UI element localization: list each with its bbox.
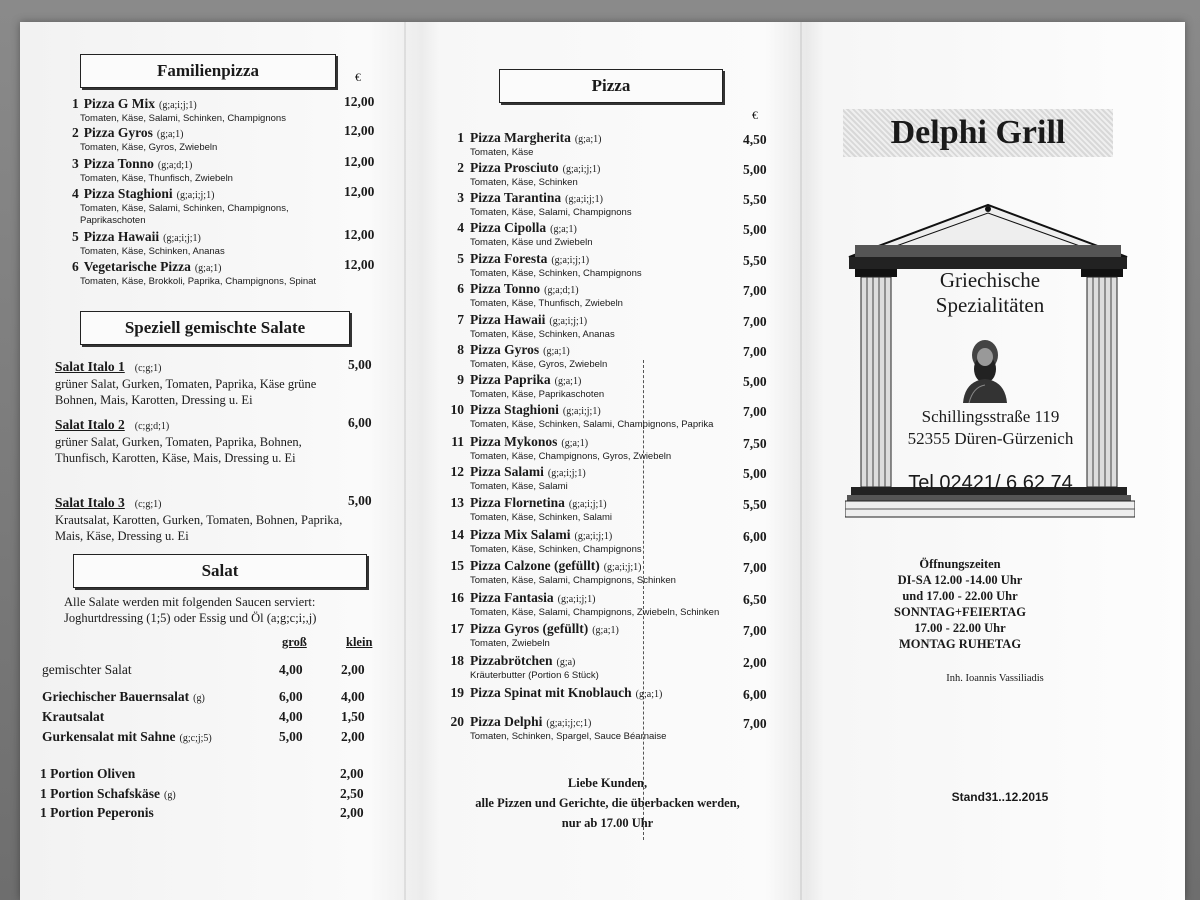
item-price: 6,00 <box>743 529 767 544</box>
item-description: Tomaten, Käse, Gyros, Zwiebeln <box>80 142 218 153</box>
item-name: Pizza Hawaii <box>470 312 546 327</box>
item-description: Tomaten, Käse, Paprikaschoten <box>470 389 605 400</box>
item-number: 5 <box>72 229 79 244</box>
familienpizza-item <box>72 185 352 226</box>
item-name: Salat Italo 3 <box>55 495 125 510</box>
allergen-codes: (g;a;1) <box>543 346 570 357</box>
allergen-codes: (g;a;1) <box>550 224 577 235</box>
item-price: 2,50 <box>340 786 364 801</box>
item-title-line <box>440 311 750 329</box>
item-title-line <box>440 526 750 544</box>
allergen-codes: (g;a;i;j;1) <box>547 468 586 479</box>
item-description: Tomaten, Käse, Schinken <box>470 177 578 188</box>
price-klein: 2,00 <box>341 662 365 677</box>
salad-item <box>55 494 345 544</box>
item-title-line <box>55 416 345 434</box>
item-number: 7 <box>457 312 464 327</box>
allergen-codes: (g;a;i;j;1) <box>603 562 642 573</box>
pizza-item <box>440 652 750 682</box>
item-name: Pizza Foresta <box>470 251 548 266</box>
item-title-line <box>440 713 750 731</box>
allergen-codes: (g;a;i;j;1) <box>176 190 215 201</box>
item-title-line <box>72 95 352 113</box>
item-name: Pizza Prosciuto <box>470 160 559 175</box>
allergen-codes: (g;a;i;j;1) <box>551 255 590 266</box>
item-name: Vegetarische Pizza <box>83 259 191 274</box>
item-price: 7,00 <box>743 283 767 298</box>
item-number: 4 <box>72 186 79 201</box>
item-name: Pizza Cipolla <box>470 220 547 235</box>
item-title-line <box>440 189 750 207</box>
item-description: Tomaten, Käse <box>470 147 534 158</box>
salat-intro: Alle Salate werden mit folgenden Saucen serviert: Joghurtdressing (1;5) oder Essig und Öl (a;g;c;i;,j) <box>64 595 317 625</box>
item-price: 5,00 <box>743 162 767 177</box>
salat-row <box>42 662 136 678</box>
price-klein: 1,50 <box>341 709 365 724</box>
restaurant-name: Delphi Grill <box>890 114 1066 151</box>
col-klein-header: klein <box>346 635 373 649</box>
item-number: 13 <box>450 495 464 510</box>
hours-line: und 17.00 - 22.00 Uhr <box>902 589 1018 603</box>
address <box>878 406 1103 450</box>
item-description: Tomaten, Käse, Schinken, Champignons <box>470 544 642 555</box>
pizza-item <box>440 557 750 587</box>
pizza-item <box>440 713 750 743</box>
salat-row <box>42 689 205 705</box>
pizza-item <box>440 189 750 219</box>
item-price: 5,50 <box>743 497 767 512</box>
allergen-codes: (g;a;i;j;c;1) <box>546 718 592 729</box>
item-description: grüner Salat, Gurken, Tomaten, Paprika, Bohnen, Thunfisch, Karotten, Käse, Mais, Dressing u. Ei <box>55 435 302 465</box>
allergen-codes: (g;a;i;j;1) <box>557 594 596 605</box>
item-price: 5,50 <box>743 253 767 268</box>
item-price: 6,00 <box>348 415 372 430</box>
salat-row <box>42 709 108 725</box>
item-name: Pizza Tonno <box>83 156 154 171</box>
item-description: Tomaten, Käse, Salami, Champignons, Zwiebeln, Schinken <box>470 607 720 618</box>
pizza-item <box>440 311 750 341</box>
allergen-codes: (c;g;1) <box>134 363 162 374</box>
price-gross: 4,00 <box>279 709 303 724</box>
salad-item <box>55 358 345 408</box>
item-title-line <box>72 185 352 203</box>
pizza-item <box>440 433 750 463</box>
pizza-item <box>440 463 750 493</box>
item-name: Pizza Salami <box>470 464 544 479</box>
item-number: 2 <box>457 160 464 175</box>
item-description: Tomaten, Käse, Brokkoli, Paprika, Champignons, Spinat <box>80 276 317 287</box>
item-name: Pizza Calzone (gefüllt) <box>470 558 600 573</box>
portion-row <box>40 805 158 821</box>
familienpizza-item <box>72 258 352 288</box>
item-number: 18 <box>450 653 464 668</box>
allergen-codes: (g;c;j;5) <box>179 733 212 744</box>
portion-row <box>40 766 139 782</box>
allergen-codes: (g;a;i;j;1) <box>562 164 601 175</box>
item-number: 8 <box>457 342 464 357</box>
speziell-salate-heading: Speziell gemischte Salate <box>80 311 350 345</box>
pizza-currency-symbol: € <box>752 108 758 122</box>
item-name: Krautsalat <box>42 709 105 724</box>
item-name: Pizza Spinat mit Knoblauch <box>470 685 632 700</box>
item-name: Pizza Tonno <box>470 281 541 296</box>
item-description: Krautsalat, Karotten, Gurken, Tomaten, Bohnen, Paprika, Mais, Käse, Dressing u. Ei <box>55 513 343 543</box>
portion-row <box>40 786 176 802</box>
item-number: 3 <box>72 156 79 171</box>
pizza-item <box>440 401 750 431</box>
item-price: 12,00 <box>344 184 375 199</box>
item-name: 1 Portion Oliven <box>40 766 136 781</box>
street: Schillingsstraße 119 <box>921 407 1060 426</box>
familienpizza-item <box>72 228 352 258</box>
item-description: Tomaten, Käse, Salami <box>470 481 568 492</box>
allergen-codes: (g;a;d;1) <box>157 160 193 171</box>
item-price: 7,00 <box>743 314 767 329</box>
item-name: 1 Portion Schafskäse <box>40 786 161 801</box>
allergen-codes: (g;a;i;j;1) <box>568 499 607 510</box>
item-description: Kräuterbutter (Portion 6 Stück) <box>470 670 599 681</box>
item-description: Tomaten, Käse, Salami, Champignons, Schinken <box>470 575 676 586</box>
pizza-heading: Pizza <box>499 69 723 103</box>
salat-heading: Salat <box>73 554 367 588</box>
item-title-line <box>440 129 750 147</box>
pizza-item <box>440 371 750 401</box>
item-price: 7,00 <box>743 560 767 575</box>
allergen-codes: (g;a;1) <box>554 376 582 387</box>
item-description: Tomaten, Käse, Schinken, Salami, Champignons, Paprika <box>470 419 714 430</box>
item-title-line <box>440 684 750 702</box>
item-description: Tomaten, Käse, Salami, Schinken, Champignons <box>80 113 286 124</box>
pizza-item <box>440 526 750 556</box>
item-number: 15 <box>450 558 464 573</box>
item-description: Tomaten, Käse, Salami, Champignons <box>470 207 632 218</box>
allergen-codes: (g;a;i;j;1) <box>158 100 197 111</box>
pizza-item <box>440 280 750 310</box>
item-price: 5,00 <box>743 466 767 481</box>
item-description: Tomaten, Käse, Champignons, Gyros, Zwiebeln <box>470 451 672 462</box>
item-name: Griechischer Bauernsalat <box>42 689 190 704</box>
item-number: 6 <box>72 259 79 274</box>
philosopher-bust-icon <box>955 335 1015 405</box>
item-price: 12,00 <box>344 154 375 169</box>
item-description: Tomaten, Käse, Thunfisch, Zwiebeln <box>470 298 623 309</box>
item-title-line <box>440 341 750 359</box>
item-number: 1 <box>72 96 79 111</box>
item-price: 5,00 <box>743 222 767 237</box>
item-name: Gurkensalat mit Sahne <box>42 729 176 744</box>
pizza-item <box>440 159 750 189</box>
item-price: 6,50 <box>743 592 767 607</box>
pizza-item <box>440 494 750 524</box>
item-title-line <box>440 463 750 481</box>
item-name: Pizza Mykonos <box>470 434 558 449</box>
fold-line-left <box>404 22 406 900</box>
item-title-line <box>440 280 750 298</box>
item-price: 7,00 <box>743 623 767 638</box>
price-klein: 4,00 <box>341 689 365 704</box>
familienpizza-item <box>72 155 352 185</box>
item-price: 2,00 <box>340 805 364 820</box>
owner: Inh. Ioannis Vassiliadis <box>946 673 1044 684</box>
col-gross-header: groß <box>282 635 307 649</box>
item-number: 11 <box>451 434 464 449</box>
pizza-item <box>440 684 750 702</box>
item-number: 17 <box>450 621 464 636</box>
item-description: Tomaten, Käse, Schinken, Salami <box>470 512 613 523</box>
familienpizza-item <box>72 95 352 125</box>
item-number: 6 <box>457 281 464 296</box>
item-price: 5,00 <box>743 374 767 389</box>
item-number: 16 <box>450 590 464 605</box>
item-title-line <box>72 258 352 276</box>
item-name: Pizza G Mix <box>83 96 155 111</box>
opening-hours <box>885 556 1035 652</box>
item-description: Tomaten, Käse, Salami, Schinken, Champignons, Paprikaschoten <box>80 203 289 226</box>
salad-item <box>55 416 345 466</box>
price-gross: 6,00 <box>279 689 303 704</box>
subtitle-line: Griechische <box>939 268 1041 292</box>
item-number: 4 <box>457 220 464 235</box>
pizza-item <box>440 219 750 249</box>
item-price: 5,00 <box>348 357 372 372</box>
allergen-codes: (c;g;1) <box>134 499 162 510</box>
restaurant-subtitle <box>895 268 1085 318</box>
salat-row <box>42 729 212 745</box>
item-number: 1 <box>457 130 464 145</box>
item-name: Salat Italo 2 <box>55 417 125 432</box>
phone-number: Tel 02421/ 6 62 74 <box>908 472 1073 494</box>
customer-notice <box>420 775 795 831</box>
item-name: Pizza Tarantina <box>470 190 562 205</box>
item-title-line <box>440 557 750 575</box>
item-title-line <box>440 589 750 607</box>
item-description: Tomaten, Schinken, Spargel, Sauce Béarnaise <box>470 731 667 742</box>
price-gross: 4,00 <box>279 662 303 677</box>
price-klein: 2,00 <box>341 729 365 744</box>
item-name: Pizza Gyros <box>470 342 540 357</box>
currency-symbol: € <box>355 70 361 84</box>
item-price: 12,00 <box>344 257 375 272</box>
price-gross: 5,00 <box>279 729 303 744</box>
city: 52355 Düren-Gürzenich <box>907 429 1074 448</box>
hours-line: DI-SA 12.00 -14.00 Uhr <box>897 573 1023 587</box>
allergen-codes: (g) <box>193 693 205 704</box>
allergen-codes: (g;a;i;j;1) <box>565 194 603 205</box>
item-title-line <box>440 620 750 638</box>
item-name: Pizza Staghioni <box>470 402 559 417</box>
allergen-codes: (g;a;1) <box>194 263 222 274</box>
item-price: 4,50 <box>743 132 767 147</box>
item-name: Pizza Hawaii <box>83 229 160 244</box>
item-title-line <box>440 433 750 451</box>
item-title-line <box>440 401 750 419</box>
item-name: 1 Portion Peperonis <box>40 805 154 820</box>
item-number: 2 <box>72 125 79 140</box>
item-price: 5,50 <box>743 192 767 207</box>
allergen-codes: (g;a;i;j;1) <box>574 531 613 542</box>
item-title-line <box>72 155 352 173</box>
item-description: Tomaten, Käse, Schinken, Ananas <box>470 329 615 340</box>
notice-line: nur ab 17.00 Uhr <box>561 816 654 830</box>
item-description: Tomaten, Käse, Schinken, Ananas <box>80 246 225 257</box>
familienpizza-item <box>72 124 352 154</box>
hours-line: SONNTAG+FEIERTAG <box>894 605 1026 619</box>
stand-date: Stand31..12.2015 <box>951 790 1049 804</box>
pizza-item <box>440 129 750 159</box>
item-name: Pizza Gyros (gefüllt) <box>470 621 589 636</box>
item-description: Tomaten, Käse, Schinken, Champignons <box>470 268 642 279</box>
item-description: Tomaten, Käse und Zwiebeln <box>470 237 593 248</box>
item-price: 5,00 <box>348 493 372 508</box>
hours-title: Öffnungszeiten <box>919 557 1001 571</box>
item-name: Pizza Paprika <box>470 372 551 387</box>
item-title-line <box>440 494 750 512</box>
item-number: 14 <box>450 527 464 542</box>
item-number: 12 <box>450 464 464 479</box>
item-price: 7,50 <box>743 436 767 451</box>
item-price: 6,00 <box>743 687 767 702</box>
fold-line-right <box>800 22 802 900</box>
allergen-codes: (g;a;i;j;1) <box>549 316 588 327</box>
item-name: Pizza Fantasia <box>470 590 554 605</box>
item-price: 12,00 <box>344 123 375 138</box>
item-title-line <box>440 219 750 237</box>
notice-line: alle Pizzen und Gerichte, die überbacken werden, <box>475 796 740 810</box>
item-name: gemischter Salat <box>42 662 132 677</box>
pizza-item <box>440 250 750 280</box>
item-name: Pizza Gyros <box>83 125 153 140</box>
item-title-line <box>440 159 750 177</box>
item-name: Pizza Delphi <box>470 714 543 729</box>
item-price: 12,00 <box>344 227 375 242</box>
item-price: 2,00 <box>743 655 767 670</box>
item-price: 7,00 <box>743 404 767 419</box>
allergen-codes: (g;a;1) <box>635 689 663 700</box>
item-description: Tomaten, Käse, Gyros, Zwiebeln <box>470 359 608 370</box>
item-price: 7,00 <box>743 344 767 359</box>
allergen-codes: (c;g;d;1) <box>134 421 170 432</box>
allergen-codes: (g;a;i;j;1) <box>562 406 601 417</box>
item-title-line <box>440 652 750 670</box>
item-title-line <box>55 358 345 376</box>
item-description: grüner Salat, Gurken, Tomaten, Paprika, Käse grüne Bohnen, Mais, Karotten, Dressing u. Ei <box>55 377 317 407</box>
item-name: Pizza Staghioni <box>83 186 173 201</box>
item-description: Tomaten, Zwiebeln <box>470 638 550 649</box>
allergen-codes: (g) <box>164 790 176 801</box>
item-price: 7,00 <box>743 716 767 731</box>
hours-line: MONTAG RUHETAG <box>898 637 1022 651</box>
allergen-codes: (g;a) <box>556 657 576 668</box>
item-number: 3 <box>457 190 464 205</box>
item-name: Pizza Margherita <box>470 130 571 145</box>
item-title-line <box>440 250 750 268</box>
pizza-item <box>440 589 750 619</box>
allergen-codes: (g;a;1) <box>561 438 589 449</box>
item-number: 19 <box>450 685 464 700</box>
allergen-codes: (g;a;1) <box>592 625 619 636</box>
familienpizza-heading: Familienpizza <box>80 54 336 88</box>
item-title-line <box>55 494 345 512</box>
allergen-codes: (g;a;1) <box>574 134 602 145</box>
item-title-line <box>440 371 750 389</box>
item-name: Pizzabrötchen <box>470 653 553 668</box>
allergen-codes: (g;a;d;1) <box>544 285 579 296</box>
item-price: 2,00 <box>340 766 364 781</box>
pizza-item <box>440 341 750 371</box>
hours-line: 17.00 - 22.00 Uhr <box>914 621 1006 635</box>
item-price: 12,00 <box>344 94 375 109</box>
item-description: Tomaten, Käse, Thunfisch, Zwiebeln <box>80 173 233 184</box>
item-number: 5 <box>457 251 464 266</box>
allergen-codes: (g;a;1) <box>156 129 184 140</box>
item-number: 9 <box>457 372 464 387</box>
notice-line: Liebe Kunden, <box>567 776 648 790</box>
allergen-codes: (g;a;i;j;1) <box>163 233 201 244</box>
item-name: Pizza Mix Salami <box>470 527 571 542</box>
item-name: Salat Italo 1 <box>55 359 125 374</box>
item-title-line <box>72 124 352 142</box>
subtitle-line: Spezialitäten <box>935 293 1045 317</box>
item-title-line <box>72 228 352 246</box>
pizza-item <box>440 620 750 650</box>
item-name: Pizza Flornetina <box>470 495 565 510</box>
item-number: 20 <box>450 714 464 729</box>
item-number: 10 <box>450 402 464 417</box>
